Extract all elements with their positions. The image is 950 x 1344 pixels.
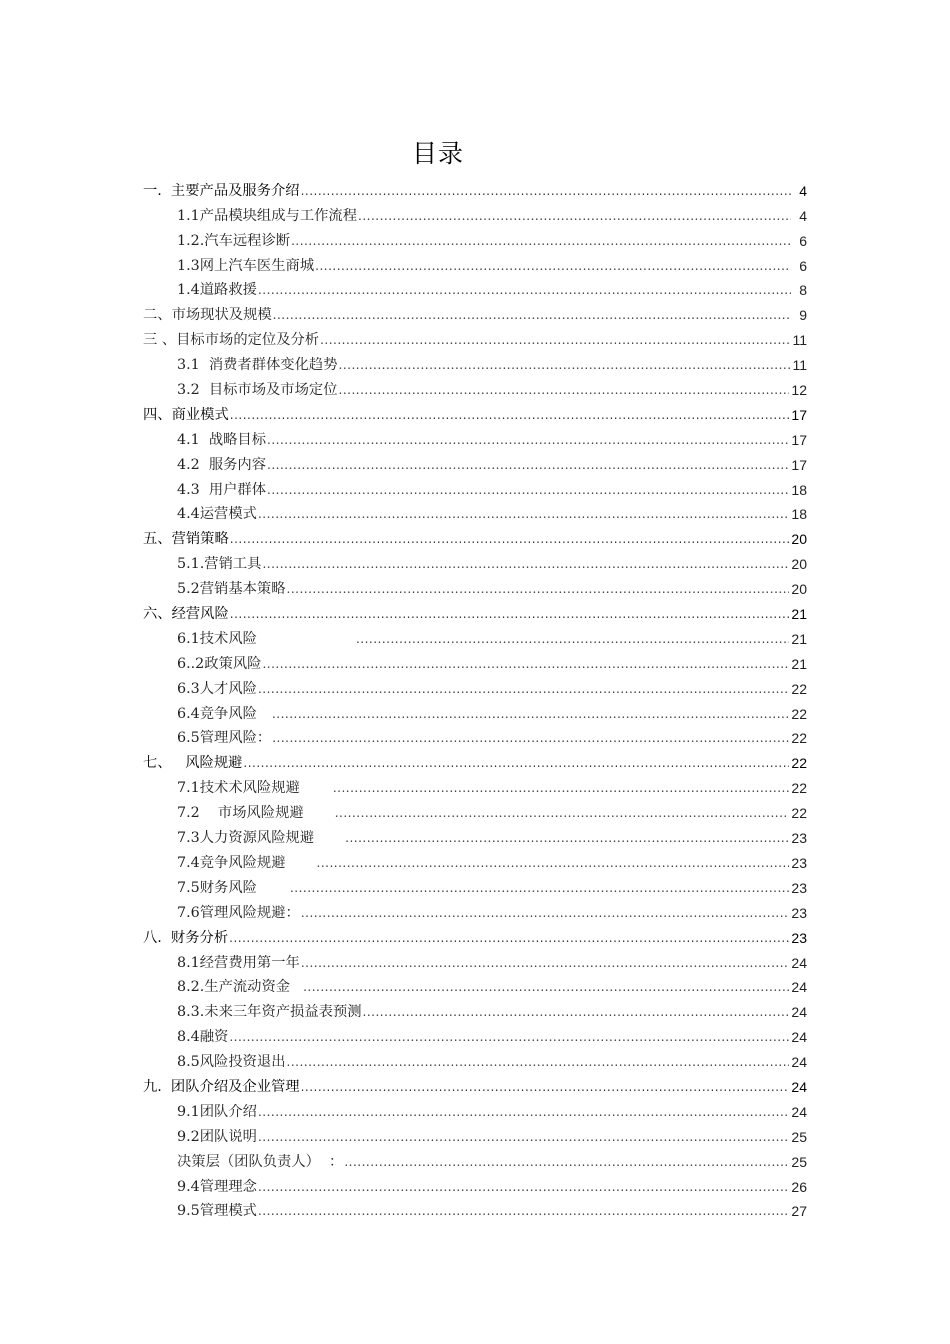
dot-leader: [267, 484, 789, 496]
toc-entry-label: 7.2 市场风险规避: [177, 805, 304, 822]
toc-entry-page-number: 22: [791, 755, 807, 772]
dot-leader: [230, 608, 790, 620]
toc-entry-page-number: 24: [791, 954, 807, 971]
toc-entry-label: 七、 风险规避: [143, 755, 243, 772]
toc-entry[interactable]: [143, 399, 807, 424]
toc-entry[interactable]: [143, 200, 807, 225]
dot-leader: [272, 708, 789, 720]
toc-entry-page-number: 20: [791, 581, 807, 598]
dot-leader: [301, 957, 790, 969]
dot-leader: [287, 1056, 790, 1068]
toc-entry[interactable]: [143, 548, 807, 573]
toc-entry-label: 4.1 战略目标: [177, 431, 267, 448]
toc-entry-page-number: 11: [792, 357, 807, 374]
toc-entry[interactable]: [143, 897, 807, 922]
toc-entry-label: 4.3 用户群体: [177, 481, 267, 498]
toc-entry-page-number: 24: [791, 1078, 807, 1095]
toc-entry-label: 8.5风险投资退出: [177, 1054, 286, 1071]
toc-entry-page-number: 22: [791, 680, 807, 697]
toc-entry[interactable]: [143, 499, 807, 524]
toc-entry-page-number: 25: [791, 1128, 807, 1145]
toc-entry[interactable]: [143, 1146, 807, 1171]
toc-entry[interactable]: [143, 1096, 807, 1121]
toc-entry-label: 6.4竞争风险: [177, 705, 257, 722]
toc-entry-page-number: 6: [799, 232, 807, 249]
dot-leader: [272, 732, 789, 744]
dot-leader: [229, 1031, 789, 1043]
dot-leader: [320, 334, 790, 346]
toc-entry[interactable]: [143, 922, 807, 947]
toc-entry-page-number: 27: [791, 1203, 807, 1220]
toc-entry-page-number: 8: [799, 282, 807, 299]
toc-entry-page-number: 22: [791, 780, 807, 797]
dot-leader: [333, 782, 790, 794]
toc-entry-label: 8.4融资: [177, 1029, 229, 1046]
toc-entry-label: 7.1技术术风险规避: [177, 780, 300, 797]
toc-entry[interactable]: [143, 648, 807, 673]
toc-entry-label: 6.5管理风险：: [177, 730, 272, 747]
toc-entry[interactable]: [143, 1121, 807, 1146]
toc-entry-label: 八. 财务分析: [143, 929, 229, 946]
toc-entry-page-number: 25: [791, 1153, 807, 1170]
toc-entry-page-number: 22: [791, 730, 807, 747]
dot-leader: [273, 309, 791, 321]
dot-leader: [267, 459, 789, 471]
toc-entry-label: 9.2团队说明: [177, 1128, 257, 1145]
toc-entry-label: 六、经营风险: [143, 606, 229, 623]
toc-entry[interactable]: [143, 847, 807, 872]
toc-entry-label: 7.6管理风险规避：: [177, 904, 300, 921]
toc-entry-page-number: 22: [791, 705, 807, 722]
dot-leader: [262, 558, 789, 570]
toc-entry-page-number: 11: [792, 332, 807, 349]
dot-leader: [358, 210, 791, 222]
dot-leader: [345, 832, 789, 844]
toc-entry[interactable]: [143, 1046, 807, 1071]
dot-leader: [315, 260, 791, 272]
dot-leader: [258, 683, 789, 695]
toc-entry-page-number: 18: [791, 506, 807, 523]
dot-leader: [262, 658, 789, 670]
dot-leader: [290, 882, 789, 894]
toc-entry-page-number: 24: [791, 1029, 807, 1046]
toc-entry-page-number: 21: [791, 655, 807, 672]
toc-entry-label: 1.2.汽车远程诊断: [177, 232, 291, 249]
toc-entry-label: 五、营销策略: [143, 531, 229, 548]
toc-entry-page-number: 9: [799, 307, 807, 324]
dot-leader: [301, 907, 790, 919]
dot-leader: [339, 359, 791, 371]
toc-entry[interactable]: [143, 996, 807, 1021]
toc-entry-label: 8.1经营费用第一年: [177, 954, 300, 971]
toc-entry-page-number: 17: [791, 431, 807, 448]
dot-leader: [258, 1106, 789, 1118]
table-of-contents: [143, 175, 807, 1220]
toc-entry[interactable]: [143, 972, 807, 997]
toc-entry[interactable]: [143, 573, 807, 598]
toc-entry[interactable]: [143, 623, 807, 648]
toc-entry[interactable]: [143, 698, 807, 723]
toc-entry-label: 6.3人才风险: [177, 680, 257, 697]
toc-entry-label: 5.2营销基本策略: [177, 581, 286, 598]
toc-entry[interactable]: [143, 723, 807, 748]
dot-leader: [335, 807, 790, 819]
toc-entry-label: 9.4管理理念: [177, 1178, 257, 1195]
toc-entry[interactable]: [143, 225, 807, 250]
toc-entry[interactable]: [143, 1196, 807, 1221]
dot-leader: [267, 434, 789, 446]
toc-entry[interactable]: [143, 449, 807, 474]
toc-entry-label: 9.5管理模式: [177, 1203, 257, 1220]
toc-entry-label: 1.1产品模块组成与工作流程: [177, 207, 358, 224]
toc-entry[interactable]: [143, 175, 807, 200]
toc-entry-page-number: 22: [791, 805, 807, 822]
toc-entry-label: 二、市场现状及规模: [143, 307, 272, 324]
dot-leader: [301, 1081, 790, 1093]
toc-entry-page-number: 21: [791, 630, 807, 647]
toc-entry-page-number: 26: [791, 1178, 807, 1195]
toc-entry-label: 4.2 服务内容: [177, 456, 267, 473]
toc-entry-label: 1.3网上汽车医生商城: [177, 257, 315, 274]
toc-entry[interactable]: [143, 474, 807, 499]
dot-leader: [258, 508, 789, 520]
toc-entry-page-number: 17: [791, 456, 807, 473]
toc-entry-label: 8.3.未来三年资产损益表预测: [177, 1004, 362, 1021]
dot-leader: [291, 235, 791, 247]
toc-entry-page-number: 20: [791, 556, 807, 573]
toc-entry[interactable]: [143, 772, 807, 797]
toc-entry-page-number: 6: [799, 257, 807, 274]
toc-entry-page-number: 20: [791, 531, 807, 548]
toc-entry-page-number: 23: [791, 904, 807, 921]
toc-entry[interactable]: [143, 673, 807, 698]
toc-entry[interactable]: [143, 797, 807, 822]
toc-entry-page-number: 23: [791, 830, 807, 847]
dot-leader: [356, 633, 789, 645]
toc-entry-label: 5.1.营销工具: [177, 556, 262, 573]
dot-leader: [258, 1181, 789, 1193]
toc-entry-page-number: 4: [799, 207, 807, 224]
toc-entry[interactable]: [143, 872, 807, 897]
toc-entry[interactable]: [143, 299, 807, 324]
toc-entry-label: 3.2 目标市场及市场定位: [177, 382, 338, 399]
dot-leader: [363, 1006, 790, 1018]
toc-entry[interactable]: [143, 349, 807, 374]
toc-entry-label: 7.4竞争风险规避: [177, 854, 286, 871]
toc-entry[interactable]: [143, 275, 807, 300]
toc-entry-page-number: 23: [791, 929, 807, 946]
toc-entry-label: 6..2政策风险: [177, 655, 262, 672]
toc-entry-label: 8.2.生产流动资金: [177, 979, 291, 996]
toc-entry-label: 四、商业模式: [143, 406, 229, 423]
toc-entry-label: 决策层（团队负责人） ：: [177, 1153, 344, 1170]
dot-leader: [301, 185, 791, 197]
toc-entry-label: 一. 主要产品及服务介绍: [143, 182, 300, 199]
toc-title: 目录: [411, 139, 464, 168]
toc-entry-label: 7.3人力资源风险规避: [177, 830, 315, 847]
toc-entry-label: 1.4道路救援: [177, 282, 257, 299]
toc-entry[interactable]: [143, 523, 807, 548]
toc-entry-label: 7.5财务风险: [177, 879, 257, 896]
toc-entry-page-number: 23: [791, 854, 807, 871]
toc-entry[interactable]: [143, 324, 807, 349]
dot-leader: [339, 384, 790, 396]
toc-entry-label: 4.4运营模式: [177, 506, 257, 523]
toc-entry-page-number: 4: [799, 182, 807, 199]
toc-entry[interactable]: [143, 822, 807, 847]
dot-leader: [230, 409, 790, 421]
dot-leader: [258, 1205, 789, 1217]
toc-entry-label: 3.1 消费者群体变化趋势: [177, 357, 338, 374]
toc-entry-page-number: 24: [791, 979, 807, 996]
toc-entry-page-number: 17: [791, 406, 807, 423]
toc-entry-page-number: 24: [791, 1103, 807, 1120]
toc-entry[interactable]: [143, 1071, 807, 1096]
toc-entry-page-number: 12: [791, 382, 807, 399]
toc-entry[interactable]: [143, 374, 807, 399]
toc-entry-label: 9.1团队介绍: [177, 1103, 257, 1120]
toc-entry-label: 6.1技术风险: [177, 630, 257, 647]
toc-entry[interactable]: [143, 250, 807, 275]
toc-entry[interactable]: [143, 747, 807, 772]
toc-entry[interactable]: [143, 947, 807, 972]
toc-entry-page-number: 18: [791, 481, 807, 498]
dot-leader: [287, 583, 790, 595]
dot-leader: [258, 1131, 789, 1143]
toc-entry-page-number: 24: [791, 1004, 807, 1021]
toc-entry[interactable]: [143, 1021, 807, 1046]
dot-leader: [243, 757, 789, 769]
toc-entry-label: 九. 团队介绍及企业管理: [143, 1078, 300, 1095]
dot-leader: [344, 1156, 789, 1168]
toc-entry-page-number: 24: [791, 1054, 807, 1071]
toc-entry[interactable]: [143, 598, 807, 623]
dot-leader: [317, 857, 790, 869]
dot-leader: [303, 981, 789, 993]
toc-entry-page-number: 21: [791, 606, 807, 623]
toc-entry[interactable]: [143, 1171, 807, 1196]
dot-leader: [230, 533, 790, 545]
toc-entry[interactable]: [143, 424, 807, 449]
toc-entry-label: 三 、目标市场的定位及分析: [143, 332, 320, 349]
dot-leader: [258, 284, 791, 296]
dot-leader: [229, 932, 789, 944]
toc-entry-page-number: 23: [791, 879, 807, 896]
